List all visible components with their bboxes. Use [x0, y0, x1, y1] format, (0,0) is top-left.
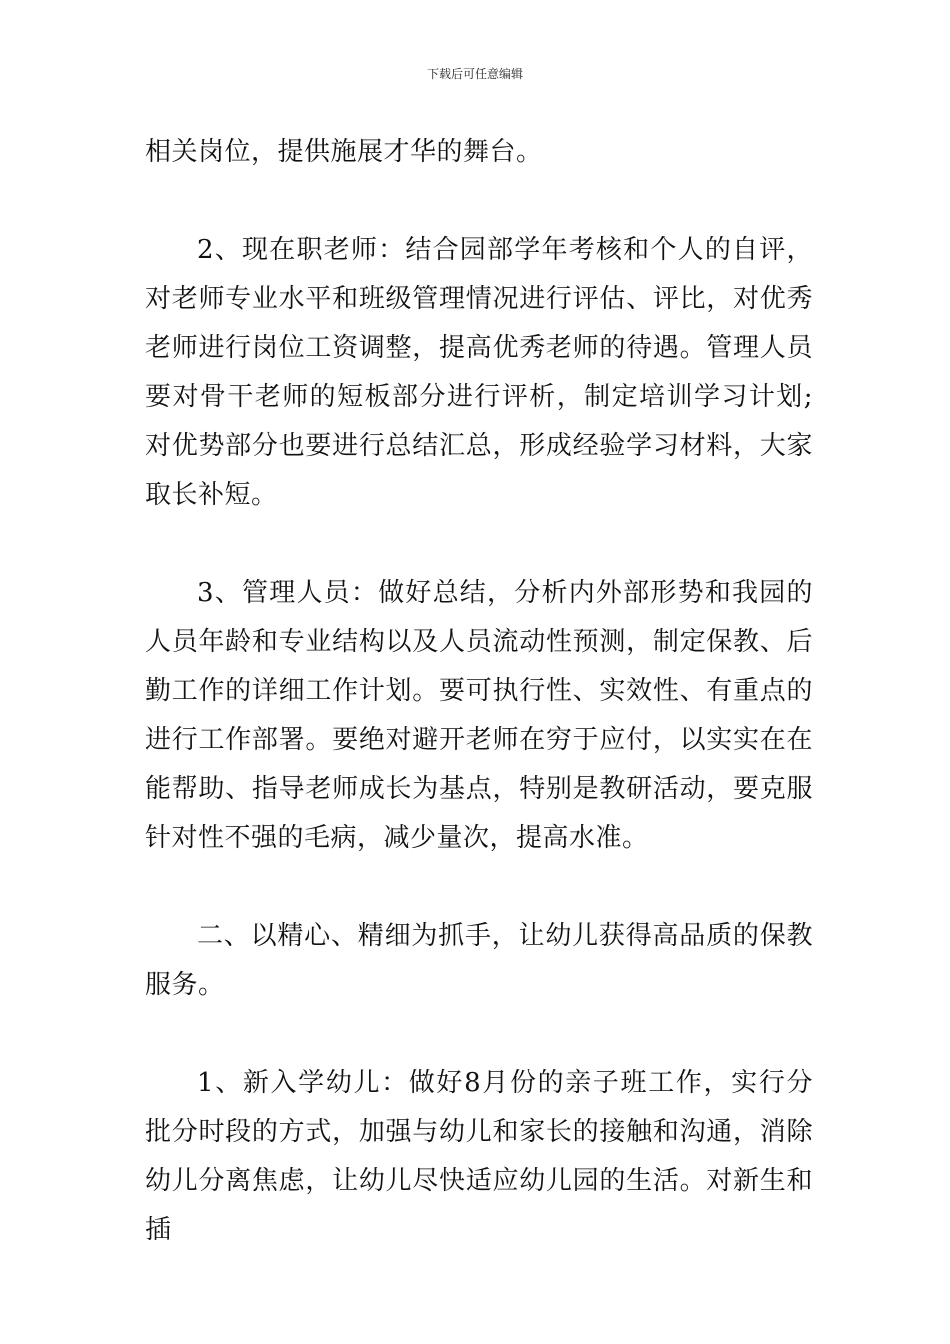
- paragraph-current-teachers: 2、现在职老师：结合园部学年考核和个人的自评，对老师专业水平和班级管理情况进行评估、评比，对优秀老师进行岗位工资调整，提高优秀老师的待遇。管理人员要对骨干老师的短板部分进行评析，制定培训学习计划;对优势部分也要进行总结汇总，形成经验学习材料，大家取长补短。: [145, 235, 813, 510]
- paragraph-management-staff: 3、管理人员：做好总结，分析内外部形势和我园的人员年龄和专业结构以及人员流动性预测，制定保教、后勤工作的详细工作计划。要可执行性、实效性、有重点的进行工作部署。要绝对避开老师在穷于应付，以实实在在能帮助、指导老师成长为基点，特别是教研活动，要克服针对性不强的毛病，减少量次，提高水准。: [145, 578, 813, 853]
- paragraph-continuation: 相关岗位，提供施展才华的舞台。: [145, 137, 543, 167]
- page-header-note: 下载后可任意编辑: [426, 67, 523, 81]
- section-heading-two: 二、以精心、精细为抓手，让幼儿获得高品质的保教服务。: [145, 921, 813, 1000]
- document-body: [145, 128, 813, 1255]
- paragraph-gap: [145, 177, 813, 226]
- paragraph-gap: [145, 863, 813, 912]
- paragraph-gap: [145, 1010, 813, 1059]
- paragraph-gap: [145, 520, 813, 569]
- paragraph-new-children: 1、新入学幼儿：做好8月份的亲子班工作，实行分批分时段的方式，加强与幼儿和家长的接触和沟通，消除幼儿分离焦虑，让幼儿尽快适应幼儿园的生活。对新生和插: [145, 1068, 813, 1245]
